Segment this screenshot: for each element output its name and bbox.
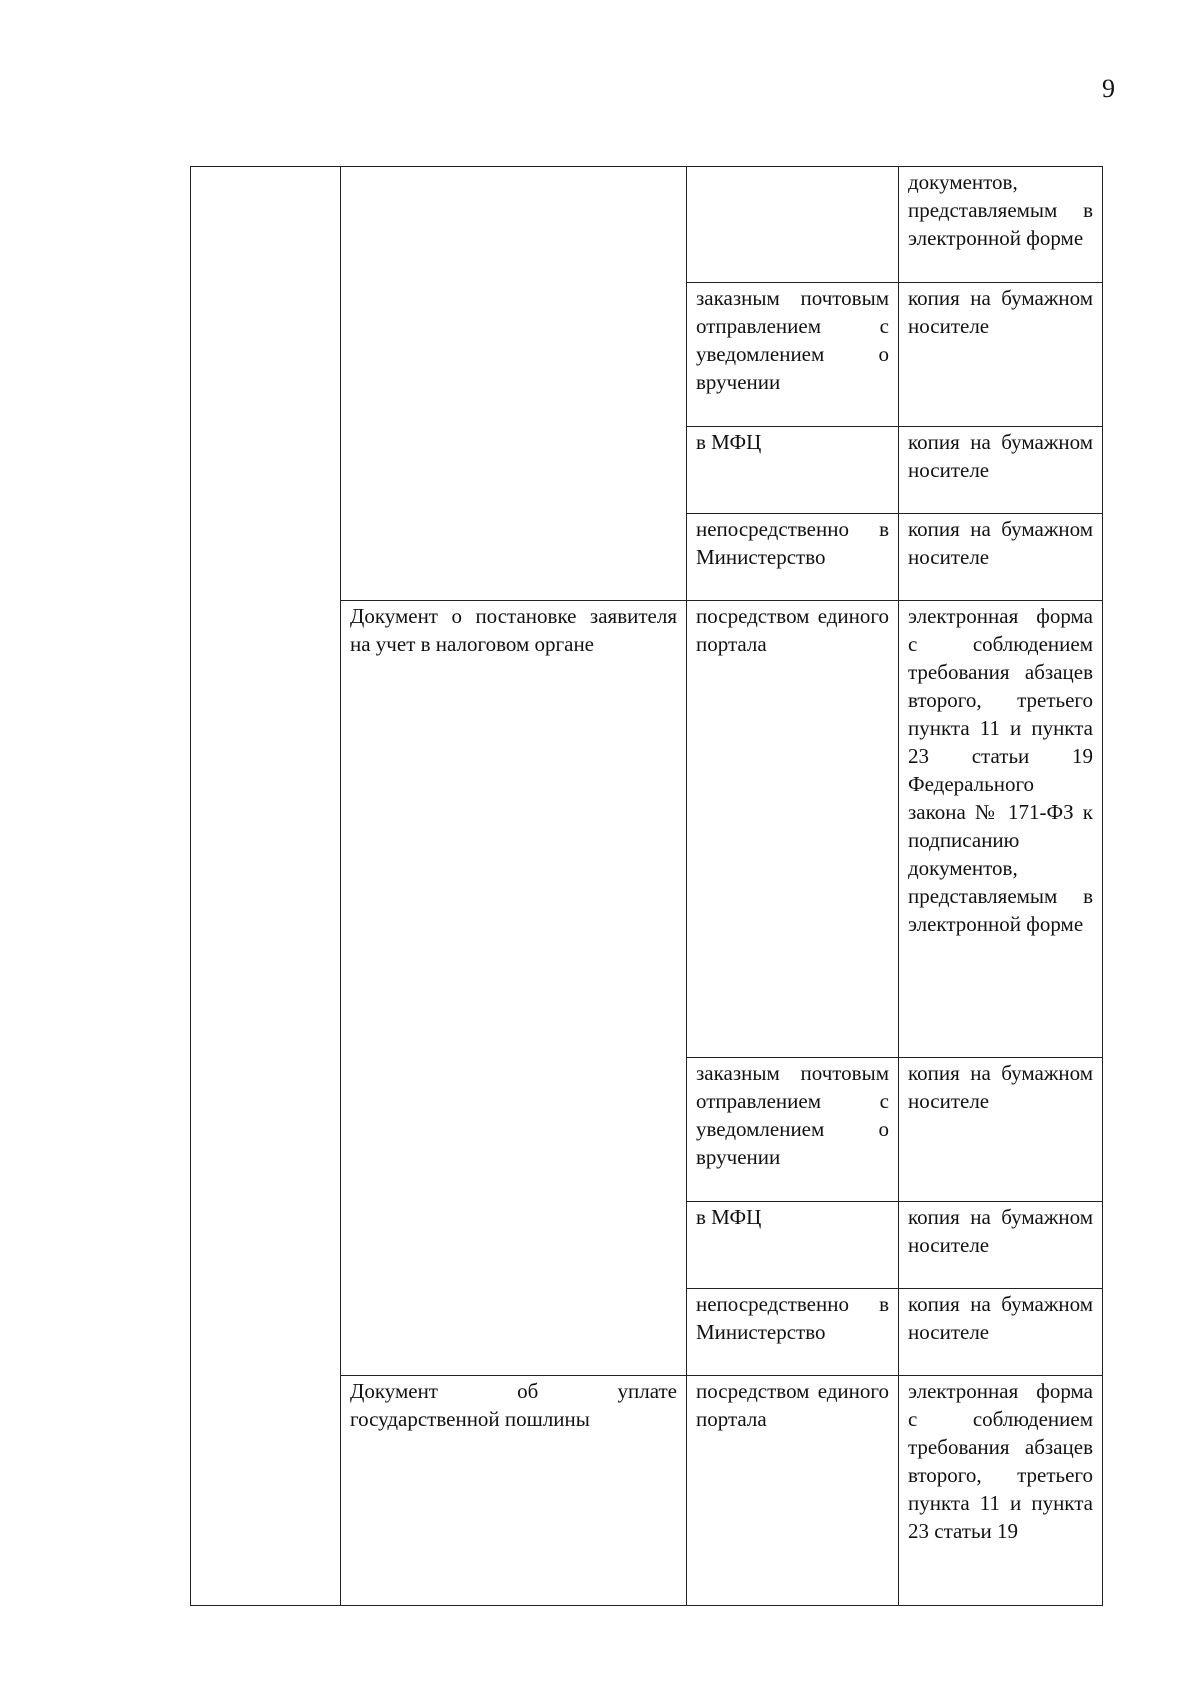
submission-method-cell: заказным почтовым отправлением с уведомлением о вручении bbox=[687, 283, 899, 427]
document-name-cell bbox=[341, 167, 687, 601]
document-table bbox=[190, 166, 1103, 1606]
table-row bbox=[191, 167, 1103, 283]
document-name-cell: Документ о постановке заявителя на учет в налоговом органе bbox=[341, 601, 687, 1376]
submission-method-cell: в МФЦ bbox=[687, 1202, 899, 1289]
submission-method-cell: непосредственно в Министерство bbox=[687, 514, 899, 601]
submission-method-cell: посредством единого портала bbox=[687, 1376, 899, 1606]
document-form-cell: копия на бумажном носителе bbox=[899, 514, 1103, 601]
page-number: 9 bbox=[1102, 74, 1115, 103]
document-form-cell: копия на бумажном носителе bbox=[899, 283, 1103, 427]
document-form-cell: копия на бумажном носителе bbox=[899, 427, 1103, 514]
submission-method-cell bbox=[687, 167, 899, 283]
first-column-cell bbox=[191, 167, 341, 1606]
document-form-cell: копия на бумажном носителе bbox=[899, 1202, 1103, 1289]
document-form-cell: документов, представляемым в электронной форме bbox=[899, 167, 1103, 283]
document-form-cell: копия на бумажном носителе bbox=[899, 1058, 1103, 1202]
document-name-cell: Документ об уплате государственной пошлины bbox=[341, 1376, 687, 1606]
document-form-cell: электронная форма с соблюдением требования абзацев второго, третьего пункта 11 и пункта 23 статьи 19 bbox=[899, 1376, 1103, 1606]
submission-method-cell: в МФЦ bbox=[687, 427, 899, 514]
submission-method-cell: посредством единого портала bbox=[687, 601, 899, 1058]
submission-method-cell: непосредственно в Министерство bbox=[687, 1289, 899, 1376]
submission-method-cell: заказным почтовым отправлением с уведомлением о вручении bbox=[687, 1058, 899, 1202]
document-form-cell: электронная форма с соблюдением требования абзацев второго, третьего пункта 11 и пункта 23 статьи 19 Федерального закона № 171-ФЗ к подписанию документов, представляемым в электронной форме bbox=[899, 601, 1103, 1058]
document-form-cell: копия на бумажном носителе bbox=[899, 1289, 1103, 1376]
